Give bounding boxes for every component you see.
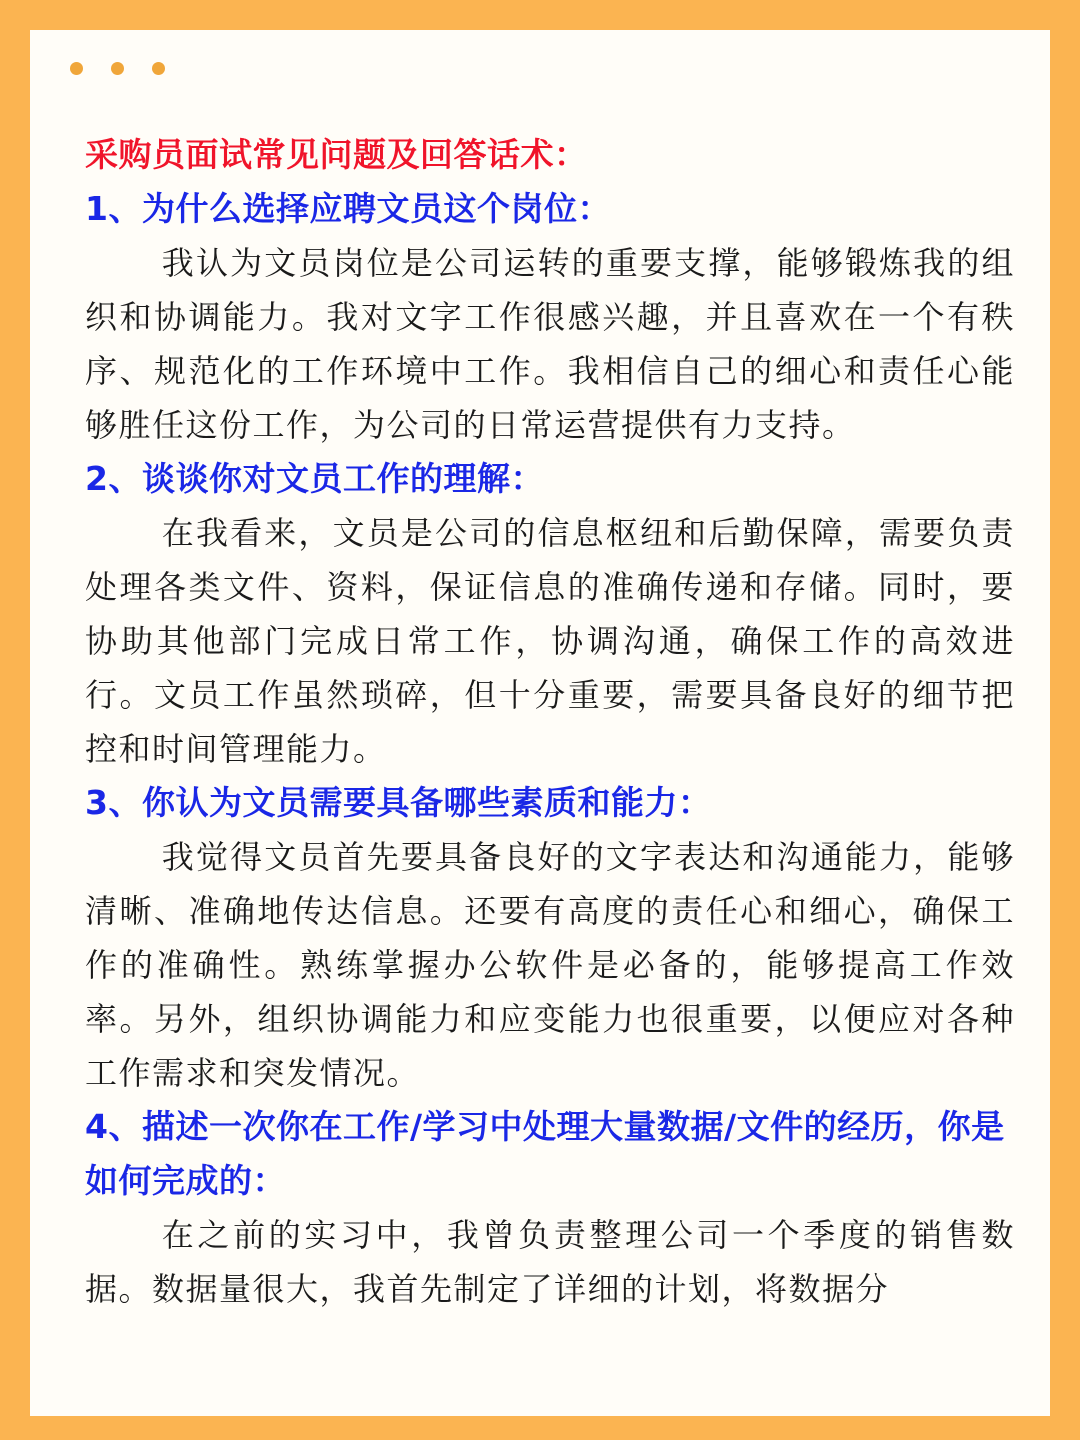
question-1: 1、为什么选择应聘文员这个岗位： bbox=[85, 189, 611, 228]
dot-icon bbox=[152, 62, 165, 75]
page-title: 采购员面试常见问题及回答话术： bbox=[85, 135, 588, 174]
answer-2: 在我看来，文员是公司的信息枢纽和后勤保障，需要负责处理各类文件、资料，保证信息的准确传递和存储。同时，要协助其他部门完成日常工作，协调沟通，确保工作的高效进行。文员工作虽然琐碎，但十分重要，需要具备良好的细节把控和时间管理能力。 bbox=[85, 514, 1015, 768]
answer-1: 我认为文员岗位是公司运转的重要支撑，能够锻炼我的组织和协调能力。我对文字工作很感兴趣，并且喜欢在一个有秩序、规范化的工作环境中工作。我相信自己的细心和责任心能够胜任这份工作，为公司的日常运营提供有力支持。 bbox=[85, 244, 1015, 444]
dot-icon bbox=[70, 62, 83, 75]
dot-icon bbox=[111, 62, 124, 75]
answer-4: 在之前的实习中，我曾负责整理公司一个季度的销售数据。数据量很大，我首先制定了详细的计划，将数据分 bbox=[85, 1216, 1015, 1308]
window-dots bbox=[70, 62, 165, 75]
note-content bbox=[85, 128, 1015, 1316]
question-4: 4、描述一次你在工作/学习中处理大量数据/文件的经历，你是如何完成的： bbox=[85, 1107, 1005, 1200]
question-2: 2、谈谈你对文员工作的理解： bbox=[85, 459, 544, 498]
note-card bbox=[30, 30, 1050, 1416]
answer-3: 我觉得文员首先要具备良好的文字表达和沟通能力，能够清晰、准确地传达信息。还要有高度的责任心和细心，确保工作的准确性。熟练掌握办公软件是必备的，能够提高工作效率。另外，组织协调能力和应变能力也很重要，以便应对各种工作需求和突发情况。 bbox=[85, 838, 1015, 1092]
question-3: 3、你认为文员需要具备哪些素质和能力： bbox=[85, 783, 712, 822]
